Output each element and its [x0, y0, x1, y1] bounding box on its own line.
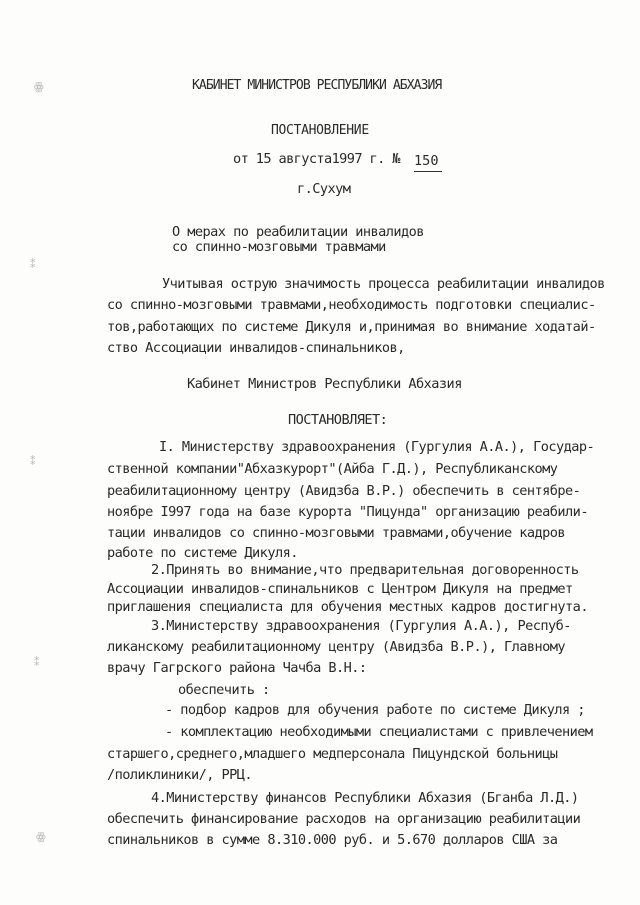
issuer: Кабинет Министров Республики Абхазия [187, 376, 462, 392]
body-line: врачу Гагрского района Чачба В.Н.: [107, 660, 367, 676]
preamble-line: тов,работающих по системе Дикуля и,принимая во внимание ходатай- [107, 319, 596, 335]
body-line: 4.Министерству финансов Республики Абхазия (Бганба Л.Д.) [151, 790, 579, 806]
date-line: от 15 августа1997 г. № [233, 151, 400, 167]
document-type: ПОСТАНОВЛЕНИЕ [271, 123, 369, 138]
body-line: - комплектацию необходимыми специалистами с привлечением [165, 724, 593, 740]
document-number: 150 [414, 153, 439, 169]
body-line: I. Министерству здравоохранения (Гургулия А.А.), Государ- [159, 439, 595, 455]
body-line: 2.Принять во внимание,что предварительная договоренность [151, 562, 579, 578]
body-line: ственной компании"Абхазкурорт"(Айба Г.Д.), Республиканскому [107, 461, 558, 477]
body-line: обеспечить финансирование расходов на организацию реабилитации [107, 811, 581, 827]
resolves-heading: ПОСТАНОВЛЯЕТ: [288, 412, 388, 428]
number-underline [414, 171, 442, 172]
body-line: реабилитационному центру (Авидзба В.Р.) обеспечить в сентябре- [107, 483, 581, 499]
margin-mark: ꙮ [34, 80, 44, 93]
margin-mark: ⁑ [34, 656, 40, 669]
preamble-line: ство Ассоциации инвалидов-спинальников, [107, 340, 405, 356]
body-line: приглашения специалиста для обучения местных кадров достигнута. [107, 599, 588, 615]
body-line: обеспечить : [178, 682, 270, 698]
margin-mark: ꙮ [36, 830, 46, 843]
authority-title: КАБИНЕТ МИНИСТРОВ РЕСПУБЛИКИ АБХАЗИЯ [192, 78, 442, 93]
preamble-line: Учитывая острую значимость процесса реабилитации инвалидов [162, 276, 605, 292]
body-line: ликанскому реабилитационному центру (Авидзба В.Р.), Главному [107, 639, 566, 655]
margin-mark: ⁑ [30, 258, 36, 271]
body-line: Ассоциации инвалидов-спинальников с Центром Дикуля на предмет [107, 581, 573, 597]
body-line: ноябре I997 года на базе курорта "Пицунда" организацию реабили- [107, 504, 588, 520]
subject-line: со спинно-мозговыми травмами [172, 239, 386, 255]
body-line: тации инвалидов со спинно-мозговыми травмами,обучение кадров [107, 525, 566, 541]
body-line: работе по системе Дикуля. [107, 545, 298, 561]
preamble-line: со спинно-мозговыми травмами,необходимость подготовки специалис- [107, 297, 596, 313]
margin-mark: ⁑ [30, 455, 36, 468]
body-line: старшего,среднего,младшего медперсонала Пицундской больницы [107, 746, 558, 762]
subject-line: О мерах по реабилитации инвалидов [172, 224, 424, 240]
body-line: 3.Министерству здравоохранения (Гургулия А.А.), Респуб- [151, 618, 571, 634]
body-line: спинальников в сумме 8.310.000 руб. и 5.670 долларов США за [107, 832, 558, 848]
body-line: - подбор кадров для обучения работе по системе Дикуля ; [165, 702, 585, 718]
city: г.Сухум [297, 181, 351, 197]
body-line: /поликлиники/, РРЦ. [107, 767, 253, 783]
